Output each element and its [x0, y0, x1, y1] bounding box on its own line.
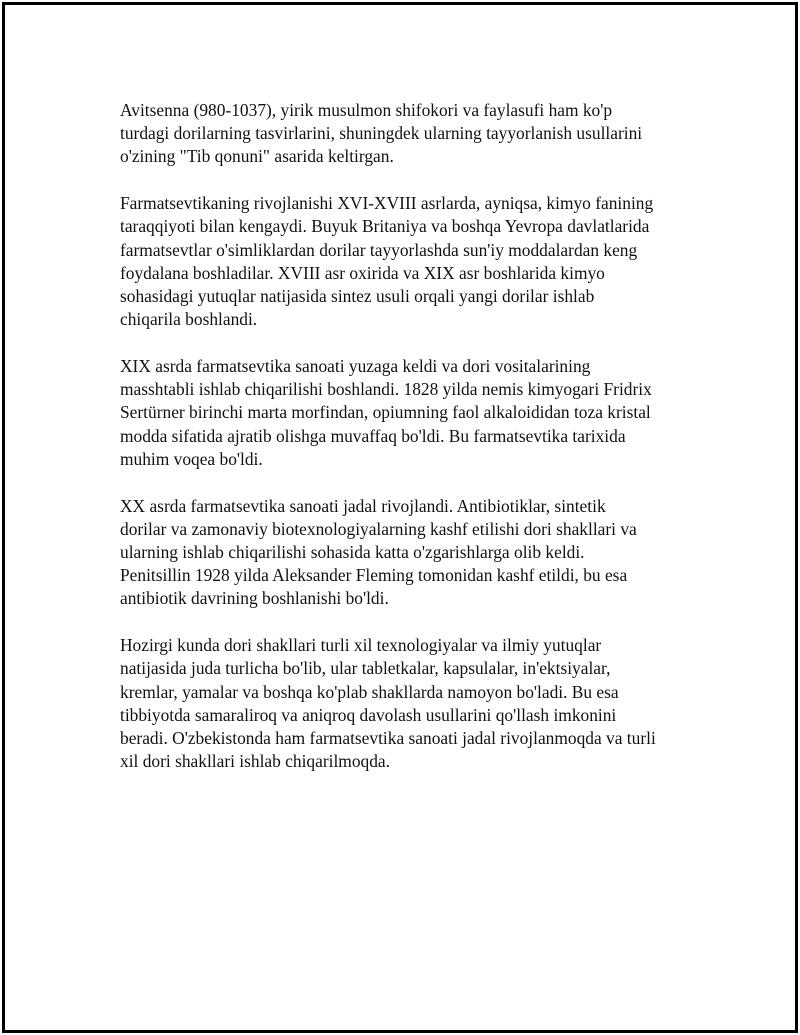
paragraph-avitsenna: Avitsenna (980-1037), yirik musulmon shifokori va faylasufi ham ko'p turdagi dorilarning tasvirlarini, shuningdek ularning tayyorlanish usullarini o'zining "Tib qonuni" asarida keltirgan. — [120, 100, 643, 167]
document-body — [120, 99, 695, 797]
paragraph-xx-century: XX asrda farmatsevtika sanoati jadal rivojlandi. Antibiotiklar, sintetik dorilar va zamonaviy biotexnologiyalarning kashf etilishi dori shakllari va ularning ishlab chiqarilishi sohasida katta o'zgarishlarga olib keldi. Penitsillin 1928 yilda Aleksander Fleming tomonidan kashf etildi, bu esa antibiotik davrining boshlanishi bo'ldi. — [120, 495, 637, 609]
document-page — [2, 2, 798, 1033]
paragraph-present-day: Hozirgi kunda dori shakllari turli xil texnologiyalar va ilmiy yutuqlar natijasida juda turlicha bo'lib, ular tabletkalar, kapsulalar, in'ektsiyalar, kremlar, yamalar va boshqa ko'plab shakllarda namoyon bo'ladi. Bu esa tibbiyotda samaraliroq va aniqroq davolash usullarini qo'llash imkonini beradi. O'zbekistonda ham farmatsevtika sanoati jadal rivojlanmoqda va turli xil dori shakllari ishlab chiqarilmoqda. — [120, 635, 656, 772]
paragraph-xix-century: XIX asrda farmatsevtika sanoati yuzaga keldi va dori vositalarining masshtabli ishlab chiqarilishi boshlandi. 1828 yilda nemis kimyogari Fridrix Sertürner birinchi marta morfindan, opiumning faol alkaloididan toza kristal modda sifatida ajratib olishga muvaffaq bo'ldi. Bu farmatsevtika tarixida muhim voqea bo'ldi. — [120, 356, 652, 469]
paragraph-xvi-xviii-century: Farmatsevtikaning rivojlanishi XVI-XVIII asrlarda, ayniqsa, kimyo fanining taraqqiyoti bilan kengaydi. Buyuk Britaniya va boshqa Yevropa davlatlarida farmatsevtlar o'simliklardan dorilar tayyorlashda sun'iy moddalardan keng foydalana boshladilar. XVIII asr oxirida va XIX asr boshlarida kimyo sohasidagi yutuqlar natijasida sintez usuli orqali yangi dorilar ishlab chiqarila boshlandi. — [120, 193, 654, 330]
